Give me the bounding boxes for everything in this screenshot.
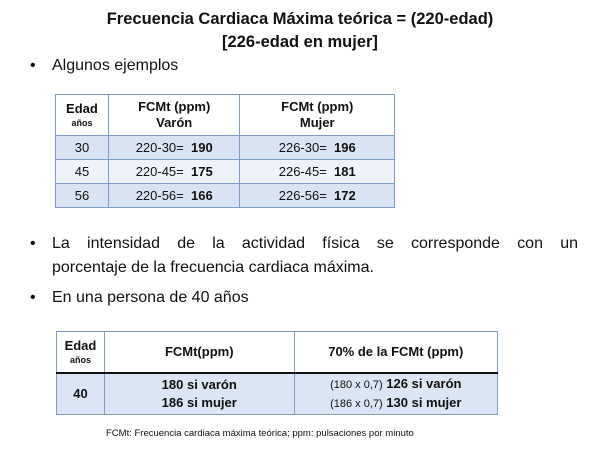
cell-edad: 45: [56, 160, 109, 184]
cell-mujer: 226-45= 181: [240, 160, 395, 184]
person-40-table: [56, 331, 498, 415]
page-title: [0, 8, 600, 54]
bullet-text-line-2: porcentaje de la frecuencia cardiaca máxima.: [52, 259, 374, 276]
header-varon: FCMt (ppm) Varón: [108, 95, 240, 136]
table-row: [56, 160, 395, 184]
bullet-examples: [30, 54, 570, 78]
cell-pct: (180 x 0,7) 126 si varón (186 x 0,7) 130 si mujer: [294, 373, 497, 415]
examples-table: [55, 94, 395, 208]
title-line-1: Frecuencia Cardiaca Máxima teórica = (220-edad): [106, 10, 494, 28]
bullet-text: En una persona de 40 años: [52, 289, 249, 306]
footnote: FCMt: Frecuencia cardiaca máxima teórica; ppm: pulsaciones por minuto: [106, 428, 414, 439]
header-edad-sub: años: [69, 355, 91, 365]
cell-fcmt: 180 si varón 186 si mujer: [104, 373, 294, 415]
bullet-person-40: [30, 286, 570, 310]
cell-varon: 220-30= 190: [108, 136, 240, 160]
table-row: [56, 184, 395, 208]
cell-varon: 220-56= 166: [108, 184, 240, 208]
cell-mujer: 226-30= 196: [240, 136, 395, 160]
cell-mujer: 226-56= 172: [240, 184, 395, 208]
bullet-text-line-1: La intensidad de la actividad física se corresponde con un: [52, 235, 578, 252]
table-row: [56, 136, 395, 160]
header-mujer: FCMt (ppm) Mujer: [240, 95, 395, 136]
bullet-dot: •: [30, 289, 36, 306]
header-pct: 70% de la FCMt (ppm): [294, 332, 497, 374]
header-edad: Edad años: [56, 95, 109, 136]
table-header-row: [56, 95, 395, 136]
bullet-intensity: [30, 232, 578, 280]
cell-edad: 30: [56, 136, 109, 160]
title-line-2: [226-edad en mujer]: [222, 33, 378, 51]
cell-varon: 220-45= 175: [108, 160, 240, 184]
bullet-dot: •: [30, 57, 36, 74]
bullet-dot: •: [30, 235, 36, 252]
header-edad-sub: años: [71, 118, 93, 128]
table-header-row: [57, 332, 498, 374]
cell-edad: 56: [56, 184, 109, 208]
bullet-text: Algunos ejemplos: [52, 57, 179, 74]
header-fcmt: FCMt(ppm): [104, 332, 294, 374]
header-edad: Edad años: [57, 332, 105, 374]
table-row: [57, 373, 498, 415]
cell-edad: 40: [57, 373, 105, 415]
